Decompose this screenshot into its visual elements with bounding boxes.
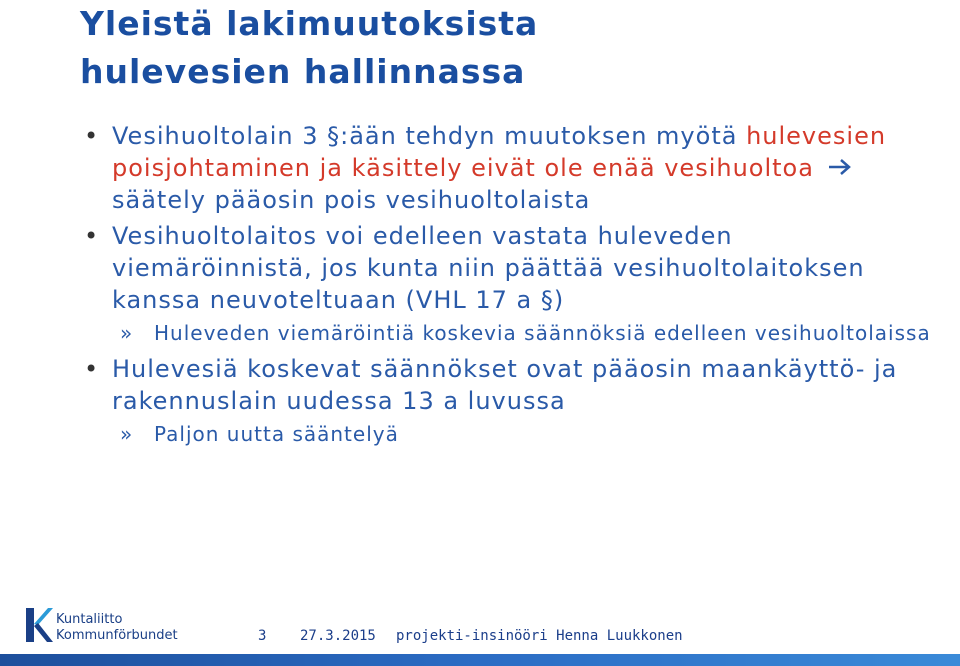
sub-bullet-mark: » — [120, 422, 134, 446]
bullet-2-text: Vesihuoltolaitos voi edelleen vastata huleveden viemäröinnistä, jos kunta niin päättää vesihuoltolaitoksen kanssa neuvoteltuaan (VHL 17 a §) — [112, 222, 865, 314]
kuntaliitto-logo — [22, 604, 192, 648]
logo-text-line-2: Kommunförbundet — [56, 628, 178, 643]
bullet-3-text: Hulevesiä koskevat säännökset ovat pääosin maankäyttö- ja rakennuslain uudessa 13 a luvussa — [112, 355, 898, 415]
footer-author: projekti-insinööri Henna Luukkonen — [396, 628, 683, 644]
title-line-2: hulevesien hallinnassa — [80, 52, 526, 91]
kuntaliitto-logo-icon — [22, 606, 54, 644]
sub-bullet-1 — [80, 320, 940, 347]
bullet-1-lead: Vesihuoltolain 3 §:ään tehdyn muutoksen myötä — [112, 122, 738, 150]
bullet-1-after-arrow: säätely pääosin pois vesihuoltolaista — [112, 186, 591, 214]
bullet-3 — [80, 353, 940, 417]
footer-date: 27.3.2015 — [300, 628, 376, 644]
bullet-1 — [80, 120, 940, 216]
page-number: 3 — [258, 628, 267, 644]
arrow-right-icon — [827, 157, 853, 177]
slide-title — [80, 0, 538, 96]
bullet-2 — [80, 220, 940, 316]
title-line-1: Yleistä lakimuutoksista — [80, 4, 539, 43]
bullet-1-highlight: hulevesien poisjohtaminen ja käsittely eivät ole enää vesihuoltoa — [112, 122, 887, 182]
bullet-dot: • — [84, 355, 100, 383]
bullet-dot: • — [84, 122, 100, 150]
sub-bullet-2-text: Paljon uutta sääntelyä — [154, 422, 399, 446]
logo-text-line-1: Kuntaliitto — [56, 612, 123, 627]
slide-footer — [0, 600, 960, 666]
slide-content — [80, 120, 940, 454]
sub-bullet-2 — [80, 421, 940, 448]
sub-bullet-1-text: Huleveden viemäröintiä koskevia säännöksiä edelleen vesihuoltolaissa — [154, 321, 931, 345]
footer-bar — [0, 650, 960, 666]
bullet-dot: • — [84, 222, 100, 250]
sub-bullet-mark: » — [120, 321, 134, 345]
